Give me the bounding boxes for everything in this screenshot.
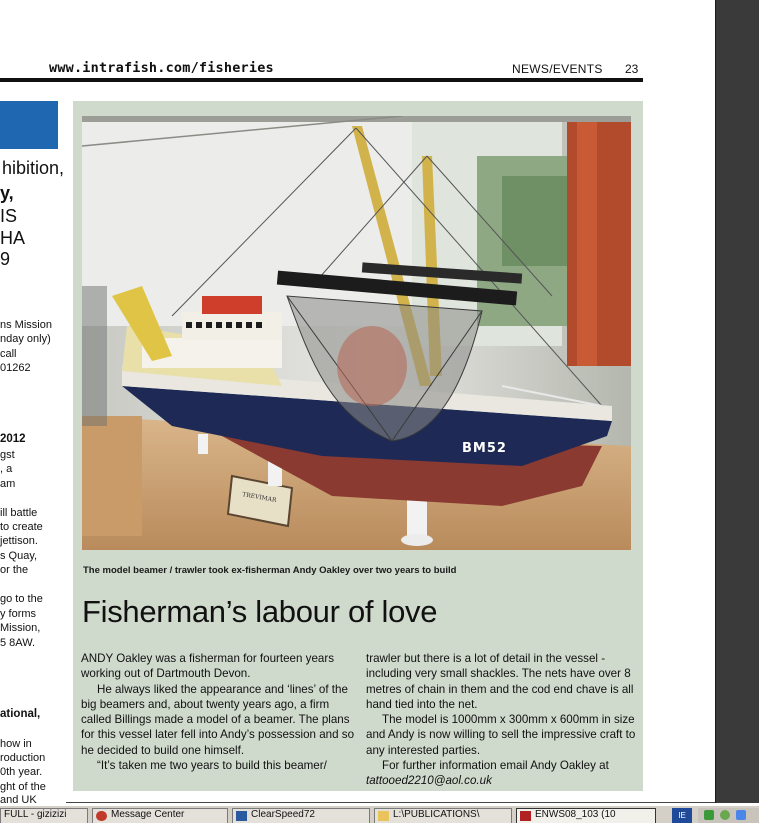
- left-col-line: y forms: [0, 608, 37, 620]
- contact-email[interactable]: tattooed2210@aol.co.uk: [366, 774, 492, 788]
- left-col-line: 5 8AW.: [0, 637, 36, 649]
- page-number: 23: [625, 62, 639, 76]
- left-col-line: 0th year.: [0, 766, 43, 778]
- header-rule: [0, 78, 643, 82]
- message-center-icon: [96, 811, 107, 821]
- left-banner: [0, 101, 58, 149]
- left-col-line: IS: [0, 206, 18, 226]
- left-col-line: am: [0, 478, 16, 490]
- windows-taskbar: [0, 805, 759, 823]
- taskbar-button-active[interactable]: [516, 808, 656, 823]
- left-col-line: 2012: [0, 433, 26, 445]
- left-col-line: 9: [0, 249, 11, 269]
- article-photo: [82, 116, 631, 550]
- article-headline: Fisherman’s labour of love: [82, 594, 438, 629]
- left-col-line: jettison.: [0, 535, 38, 547]
- paragraph: The model is 1000mm x 300mm x 600mm in size and Andy is now willing to sell the impressive craft to any interested parties.: [366, 713, 636, 757]
- plaque-label: TREVIMAR: [241, 491, 277, 504]
- article-column-2: [366, 651, 638, 789]
- boat-name: BM52: [462, 441, 507, 456]
- tray-icon[interactable]: [704, 810, 714, 820]
- folder-icon: [378, 811, 389, 821]
- left-col-line: hibition,: [2, 158, 65, 178]
- left-col-line: ational,: [0, 708, 41, 720]
- left-col-line: and UK: [0, 794, 37, 803]
- model-boat-illustration: [82, 116, 631, 550]
- taskbar-button[interactable]: [232, 808, 370, 823]
- left-col-line: y,: [0, 183, 14, 203]
- system-tray[interactable]: [698, 808, 759, 823]
- left-col-line: nday only): [0, 333, 51, 345]
- left-col-line: to create: [0, 521, 43, 533]
- language-indicator[interactable]: IE: [672, 808, 692, 823]
- left-col-line: call: [0, 348, 17, 360]
- photo-caption: The model beamer / trawler took ex-fisherman Andy Oakley over two years to build: [83, 565, 457, 576]
- taskbar-button[interactable]: [0, 808, 88, 823]
- taskbar-label: Message Center: [111, 809, 185, 820]
- tray-icon[interactable]: [720, 810, 730, 820]
- left-col-line: or the: [0, 564, 29, 576]
- left-col-line: how in: [0, 738, 32, 750]
- taskbar-label: ClearSpeed72: [251, 809, 315, 820]
- viewer-background: [716, 0, 759, 803]
- taskbar-button[interactable]: [374, 808, 512, 823]
- paragraph: He always liked the appearance and ‘lines’ of the big beamers and, about twenty years ago, a firm called Billings made a model of a beamer. The plans for this vessel later fell into Andy’s possession and so he decided to build one himself.: [81, 682, 355, 757]
- paragraph: For further information email Andy Oakley at: [382, 759, 609, 773]
- taskbar-label: FULL - gizizizi: [4, 809, 67, 820]
- document-icon: [520, 811, 531, 821]
- left-col-line: 01262: [0, 362, 31, 374]
- taskbar-label: ENWS08_103 (10: [535, 809, 616, 820]
- taskbar-button[interactable]: [92, 808, 228, 823]
- tray-icon[interactable]: [736, 810, 746, 820]
- left-col-line: , a: [0, 463, 13, 475]
- taskbar-label: L:\PUBLICATIONS\: [393, 809, 480, 820]
- paragraph: trawler but there is a lot of detail in the vessel - including very small shackles. The nets have over 8 metres of chain in them and the cod end chave is all hand tied into the net.: [366, 652, 634, 711]
- left-col-line: gst: [0, 449, 15, 461]
- left-col-line: ght of the: [0, 781, 46, 793]
- left-col-line: s Quay,: [0, 550, 38, 562]
- left-col-line: ns Mission: [0, 319, 52, 331]
- paragraph: ANDY Oakley was a fisherman for fourteen years working out of Dartmouth Devon.: [81, 652, 335, 681]
- left-col-line: Mission,: [0, 622, 41, 634]
- left-col-line: ill battle: [0, 507, 38, 519]
- header-url: www.intrafish.com/fisheries: [49, 60, 274, 76]
- paragraph: “It’s taken me two years to build this beamer/: [97, 759, 327, 773]
- left-col-line: go to the: [0, 593, 43, 605]
- article-column-1: [81, 651, 356, 773]
- header-section: NEWS/EVENTS: [512, 62, 603, 76]
- left-col-line: roduction: [0, 752, 46, 764]
- page-bottom-rule: [66, 802, 716, 803]
- left-col-line: HA: [0, 228, 26, 248]
- app-icon: [236, 811, 247, 821]
